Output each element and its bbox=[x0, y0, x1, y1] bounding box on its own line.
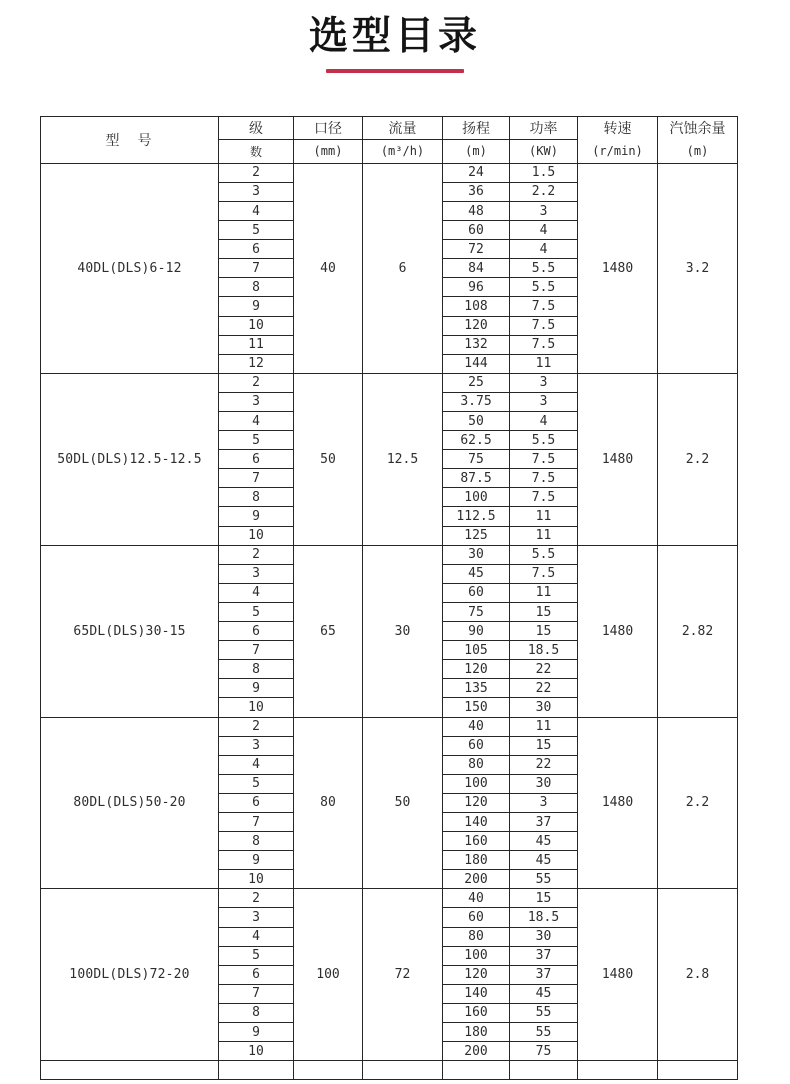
model-cell: 80DL(DLS)50-20 bbox=[41, 717, 219, 889]
head-cell: 180 bbox=[443, 851, 510, 870]
npsh-cell bbox=[658, 1061, 738, 1080]
power-cell: 3 bbox=[510, 201, 578, 220]
power-cell: 2.2 bbox=[510, 182, 578, 201]
col-header-speed bbox=[578, 116, 658, 163]
stages-cell: 9 bbox=[219, 297, 294, 316]
head-cell: 120 bbox=[443, 316, 510, 335]
col-header-flow-unit: (m³/h) bbox=[363, 139, 443, 163]
col-header-speed-name: 转速 bbox=[603, 120, 632, 137]
head-cell: 72 bbox=[443, 240, 510, 259]
head-cell bbox=[443, 1061, 510, 1080]
col-header-npsh-name: 汽蚀余量 bbox=[669, 120, 726, 137]
head-cell: 87.5 bbox=[443, 469, 510, 488]
power-cell: 4 bbox=[510, 221, 578, 240]
power-cell: 15 bbox=[510, 622, 578, 641]
power-cell: 22 bbox=[510, 679, 578, 698]
npsh-cell: 2.82 bbox=[658, 545, 738, 717]
head-cell: 200 bbox=[443, 870, 510, 889]
diameter-cell bbox=[294, 1061, 363, 1080]
header-row-names bbox=[41, 116, 738, 139]
table-row bbox=[41, 1061, 738, 1080]
head-cell: 160 bbox=[443, 1003, 510, 1022]
col-header-head: 扬程 bbox=[443, 116, 510, 139]
stages-cell: 8 bbox=[219, 832, 294, 851]
power-cell: 11 bbox=[510, 507, 578, 526]
head-cell: 100 bbox=[443, 488, 510, 507]
power-cell bbox=[510, 1061, 578, 1080]
power-cell: 7.5 bbox=[510, 450, 578, 469]
power-cell: 18.5 bbox=[510, 641, 578, 660]
col-header-npsh-unit: (m) bbox=[686, 143, 709, 158]
head-cell: 45 bbox=[443, 564, 510, 583]
power-cell: 4 bbox=[510, 412, 578, 431]
power-cell: 37 bbox=[510, 965, 578, 984]
power-cell: 30 bbox=[510, 774, 578, 793]
table-body bbox=[41, 163, 738, 1080]
col-header-power-unit: (KW) bbox=[510, 139, 578, 163]
col-header-speed-unit: (r/min) bbox=[592, 143, 643, 158]
head-cell: 180 bbox=[443, 1023, 510, 1042]
power-cell: 15 bbox=[510, 889, 578, 908]
head-cell: 3.75 bbox=[443, 392, 510, 411]
head-cell: 120 bbox=[443, 793, 510, 812]
stages-cell: 5 bbox=[219, 221, 294, 240]
power-cell: 15 bbox=[510, 602, 578, 621]
power-cell: 15 bbox=[510, 736, 578, 755]
power-cell: 45 bbox=[510, 832, 578, 851]
head-cell: 112.5 bbox=[443, 507, 510, 526]
head-cell: 25 bbox=[443, 373, 510, 392]
power-cell: 11 bbox=[510, 717, 578, 736]
pump-spec-table bbox=[40, 116, 738, 1081]
col-header-diameter-unit: (mm) bbox=[294, 139, 363, 163]
flow-cell: 6 bbox=[363, 163, 443, 373]
npsh-cell: 2.8 bbox=[658, 889, 738, 1061]
stages-cell: 2 bbox=[219, 889, 294, 908]
head-cell: 135 bbox=[443, 679, 510, 698]
power-cell: 11 bbox=[510, 583, 578, 602]
stages-cell: 3 bbox=[219, 564, 294, 583]
power-cell: 37 bbox=[510, 946, 578, 965]
power-cell: 1.5 bbox=[510, 163, 578, 182]
speed-cell: 1480 bbox=[578, 163, 658, 373]
head-cell: 62.5 bbox=[443, 431, 510, 450]
flow-cell bbox=[363, 1061, 443, 1080]
flow-cell: 30 bbox=[363, 545, 443, 717]
stages-cell: 7 bbox=[219, 812, 294, 831]
col-header-npsh bbox=[658, 116, 738, 163]
power-cell: 55 bbox=[510, 1003, 578, 1022]
stages-cell: 4 bbox=[219, 412, 294, 431]
speed-cell bbox=[578, 1061, 658, 1080]
power-cell: 30 bbox=[510, 927, 578, 946]
speed-cell: 1480 bbox=[578, 545, 658, 717]
power-cell: 75 bbox=[510, 1042, 578, 1061]
stages-cell: 3 bbox=[219, 392, 294, 411]
stages-cell: 8 bbox=[219, 1003, 294, 1022]
diameter-cell: 50 bbox=[294, 373, 363, 545]
stages-cell: 4 bbox=[219, 201, 294, 220]
stages-cell: 4 bbox=[219, 927, 294, 946]
head-cell: 100 bbox=[443, 946, 510, 965]
stages-cell: 2 bbox=[219, 163, 294, 182]
flow-cell: 50 bbox=[363, 717, 443, 889]
stages-cell: 3 bbox=[219, 182, 294, 201]
stages-cell: 8 bbox=[219, 660, 294, 679]
flow-cell: 72 bbox=[363, 889, 443, 1061]
power-cell: 5.5 bbox=[510, 278, 578, 297]
stages-cell: 3 bbox=[219, 908, 294, 927]
npsh-cell: 2.2 bbox=[658, 717, 738, 889]
stages-cell bbox=[219, 1061, 294, 1080]
stages-cell: 7 bbox=[219, 984, 294, 1003]
head-cell: 120 bbox=[443, 660, 510, 679]
power-cell: 37 bbox=[510, 812, 578, 831]
power-cell: 45 bbox=[510, 984, 578, 1003]
power-cell: 7.5 bbox=[510, 297, 578, 316]
head-cell: 24 bbox=[443, 163, 510, 182]
head-cell: 100 bbox=[443, 774, 510, 793]
head-cell: 105 bbox=[443, 641, 510, 660]
stages-cell: 10 bbox=[219, 1042, 294, 1061]
stages-cell: 10 bbox=[219, 870, 294, 889]
catalog-page bbox=[0, 14, 790, 1080]
power-cell: 7.5 bbox=[510, 335, 578, 354]
power-cell: 3 bbox=[510, 793, 578, 812]
stages-cell: 12 bbox=[219, 354, 294, 373]
table-row bbox=[41, 545, 738, 564]
stages-cell: 9 bbox=[219, 679, 294, 698]
power-cell: 11 bbox=[510, 526, 578, 545]
head-cell: 140 bbox=[443, 812, 510, 831]
head-cell: 40 bbox=[443, 889, 510, 908]
power-cell: 5.5 bbox=[510, 431, 578, 450]
head-cell: 108 bbox=[443, 297, 510, 316]
stages-cell: 7 bbox=[219, 469, 294, 488]
stages-cell: 6 bbox=[219, 622, 294, 641]
col-header-diameter: 口径 bbox=[294, 116, 363, 139]
power-cell: 7.5 bbox=[510, 488, 578, 507]
head-cell: 75 bbox=[443, 602, 510, 621]
stages-cell: 2 bbox=[219, 717, 294, 736]
stages-cell: 4 bbox=[219, 755, 294, 774]
power-cell: 18.5 bbox=[510, 908, 578, 927]
head-cell: 84 bbox=[443, 259, 510, 278]
stages-cell: 4 bbox=[219, 583, 294, 602]
stages-cell: 8 bbox=[219, 278, 294, 297]
head-cell: 160 bbox=[443, 832, 510, 851]
power-cell: 7.5 bbox=[510, 469, 578, 488]
col-header-head-unit: (m) bbox=[443, 139, 510, 163]
model-cell bbox=[41, 1061, 219, 1080]
stages-cell: 7 bbox=[219, 641, 294, 660]
head-cell: 96 bbox=[443, 278, 510, 297]
stages-cell: 8 bbox=[219, 488, 294, 507]
col-header-power: 功率 bbox=[510, 116, 578, 139]
stages-cell: 3 bbox=[219, 736, 294, 755]
head-cell: 60 bbox=[443, 908, 510, 927]
head-cell: 80 bbox=[443, 927, 510, 946]
stages-cell: 5 bbox=[219, 602, 294, 621]
head-cell: 60 bbox=[443, 221, 510, 240]
head-cell: 150 bbox=[443, 698, 510, 717]
head-cell: 125 bbox=[443, 526, 510, 545]
stages-cell: 6 bbox=[219, 965, 294, 984]
model-cell: 100DL(DLS)72-20 bbox=[41, 889, 219, 1061]
stages-cell: 2 bbox=[219, 545, 294, 564]
speed-cell: 1480 bbox=[578, 717, 658, 889]
page-title: 选型目录 bbox=[308, 14, 481, 59]
power-cell: 7.5 bbox=[510, 564, 578, 583]
head-cell: 60 bbox=[443, 583, 510, 602]
table-row bbox=[41, 889, 738, 908]
head-cell: 200 bbox=[443, 1042, 510, 1061]
table-row bbox=[41, 717, 738, 736]
power-cell: 7.5 bbox=[510, 316, 578, 335]
power-cell: 22 bbox=[510, 660, 578, 679]
stages-cell: 11 bbox=[219, 335, 294, 354]
stages-cell: 7 bbox=[219, 259, 294, 278]
stages-cell: 6 bbox=[219, 793, 294, 812]
stages-cell: 10 bbox=[219, 526, 294, 545]
stages-cell: 5 bbox=[219, 946, 294, 965]
head-cell: 120 bbox=[443, 965, 510, 984]
head-cell: 48 bbox=[443, 201, 510, 220]
head-cell: 140 bbox=[443, 984, 510, 1003]
head-cell: 80 bbox=[443, 755, 510, 774]
model-cell: 40DL(DLS)6-12 bbox=[41, 163, 219, 373]
diameter-cell: 40 bbox=[294, 163, 363, 373]
power-cell: 5.5 bbox=[510, 259, 578, 278]
power-cell: 5.5 bbox=[510, 545, 578, 564]
stages-cell: 10 bbox=[219, 698, 294, 717]
power-cell: 45 bbox=[510, 851, 578, 870]
power-cell: 4 bbox=[510, 240, 578, 259]
head-cell: 40 bbox=[443, 717, 510, 736]
col-header-flow: 流量 bbox=[363, 116, 443, 139]
head-cell: 132 bbox=[443, 335, 510, 354]
diameter-cell: 100 bbox=[294, 889, 363, 1061]
stages-cell: 2 bbox=[219, 373, 294, 392]
power-cell: 3 bbox=[510, 373, 578, 392]
head-cell: 60 bbox=[443, 736, 510, 755]
power-cell: 22 bbox=[510, 755, 578, 774]
stages-cell: 6 bbox=[219, 240, 294, 259]
diameter-cell: 80 bbox=[294, 717, 363, 889]
head-cell: 50 bbox=[443, 412, 510, 431]
stages-cell: 10 bbox=[219, 316, 294, 335]
stages-cell: 5 bbox=[219, 774, 294, 793]
flow-cell: 12.5 bbox=[363, 373, 443, 545]
head-cell: 30 bbox=[443, 545, 510, 564]
stages-cell: 9 bbox=[219, 507, 294, 526]
power-cell: 3 bbox=[510, 392, 578, 411]
power-cell: 55 bbox=[510, 870, 578, 889]
head-cell: 36 bbox=[443, 182, 510, 201]
diameter-cell: 65 bbox=[294, 545, 363, 717]
stages-cell: 9 bbox=[219, 851, 294, 870]
power-cell: 30 bbox=[510, 698, 578, 717]
power-cell: 55 bbox=[510, 1023, 578, 1042]
speed-cell: 1480 bbox=[578, 889, 658, 1061]
model-cell: 50DL(DLS)12.5-12.5 bbox=[41, 373, 219, 545]
table-header bbox=[41, 116, 738, 163]
table-row bbox=[41, 373, 738, 392]
head-cell: 90 bbox=[443, 622, 510, 641]
speed-cell: 1480 bbox=[578, 373, 658, 545]
stages-cell: 5 bbox=[219, 431, 294, 450]
npsh-cell: 3.2 bbox=[658, 163, 738, 373]
col-header-stages: 级 bbox=[219, 116, 294, 139]
npsh-cell: 2.2 bbox=[658, 373, 738, 545]
head-cell: 75 bbox=[443, 450, 510, 469]
model-cell: 65DL(DLS)30-15 bbox=[41, 545, 219, 717]
title-underline-accent bbox=[326, 69, 464, 73]
table-row bbox=[41, 163, 738, 182]
col-header-model: 型 号 bbox=[41, 116, 219, 163]
stages-cell: 9 bbox=[219, 1023, 294, 1042]
col-header-stages-unit: 数 bbox=[219, 139, 294, 163]
head-cell: 144 bbox=[443, 354, 510, 373]
power-cell: 11 bbox=[510, 354, 578, 373]
stages-cell: 6 bbox=[219, 450, 294, 469]
